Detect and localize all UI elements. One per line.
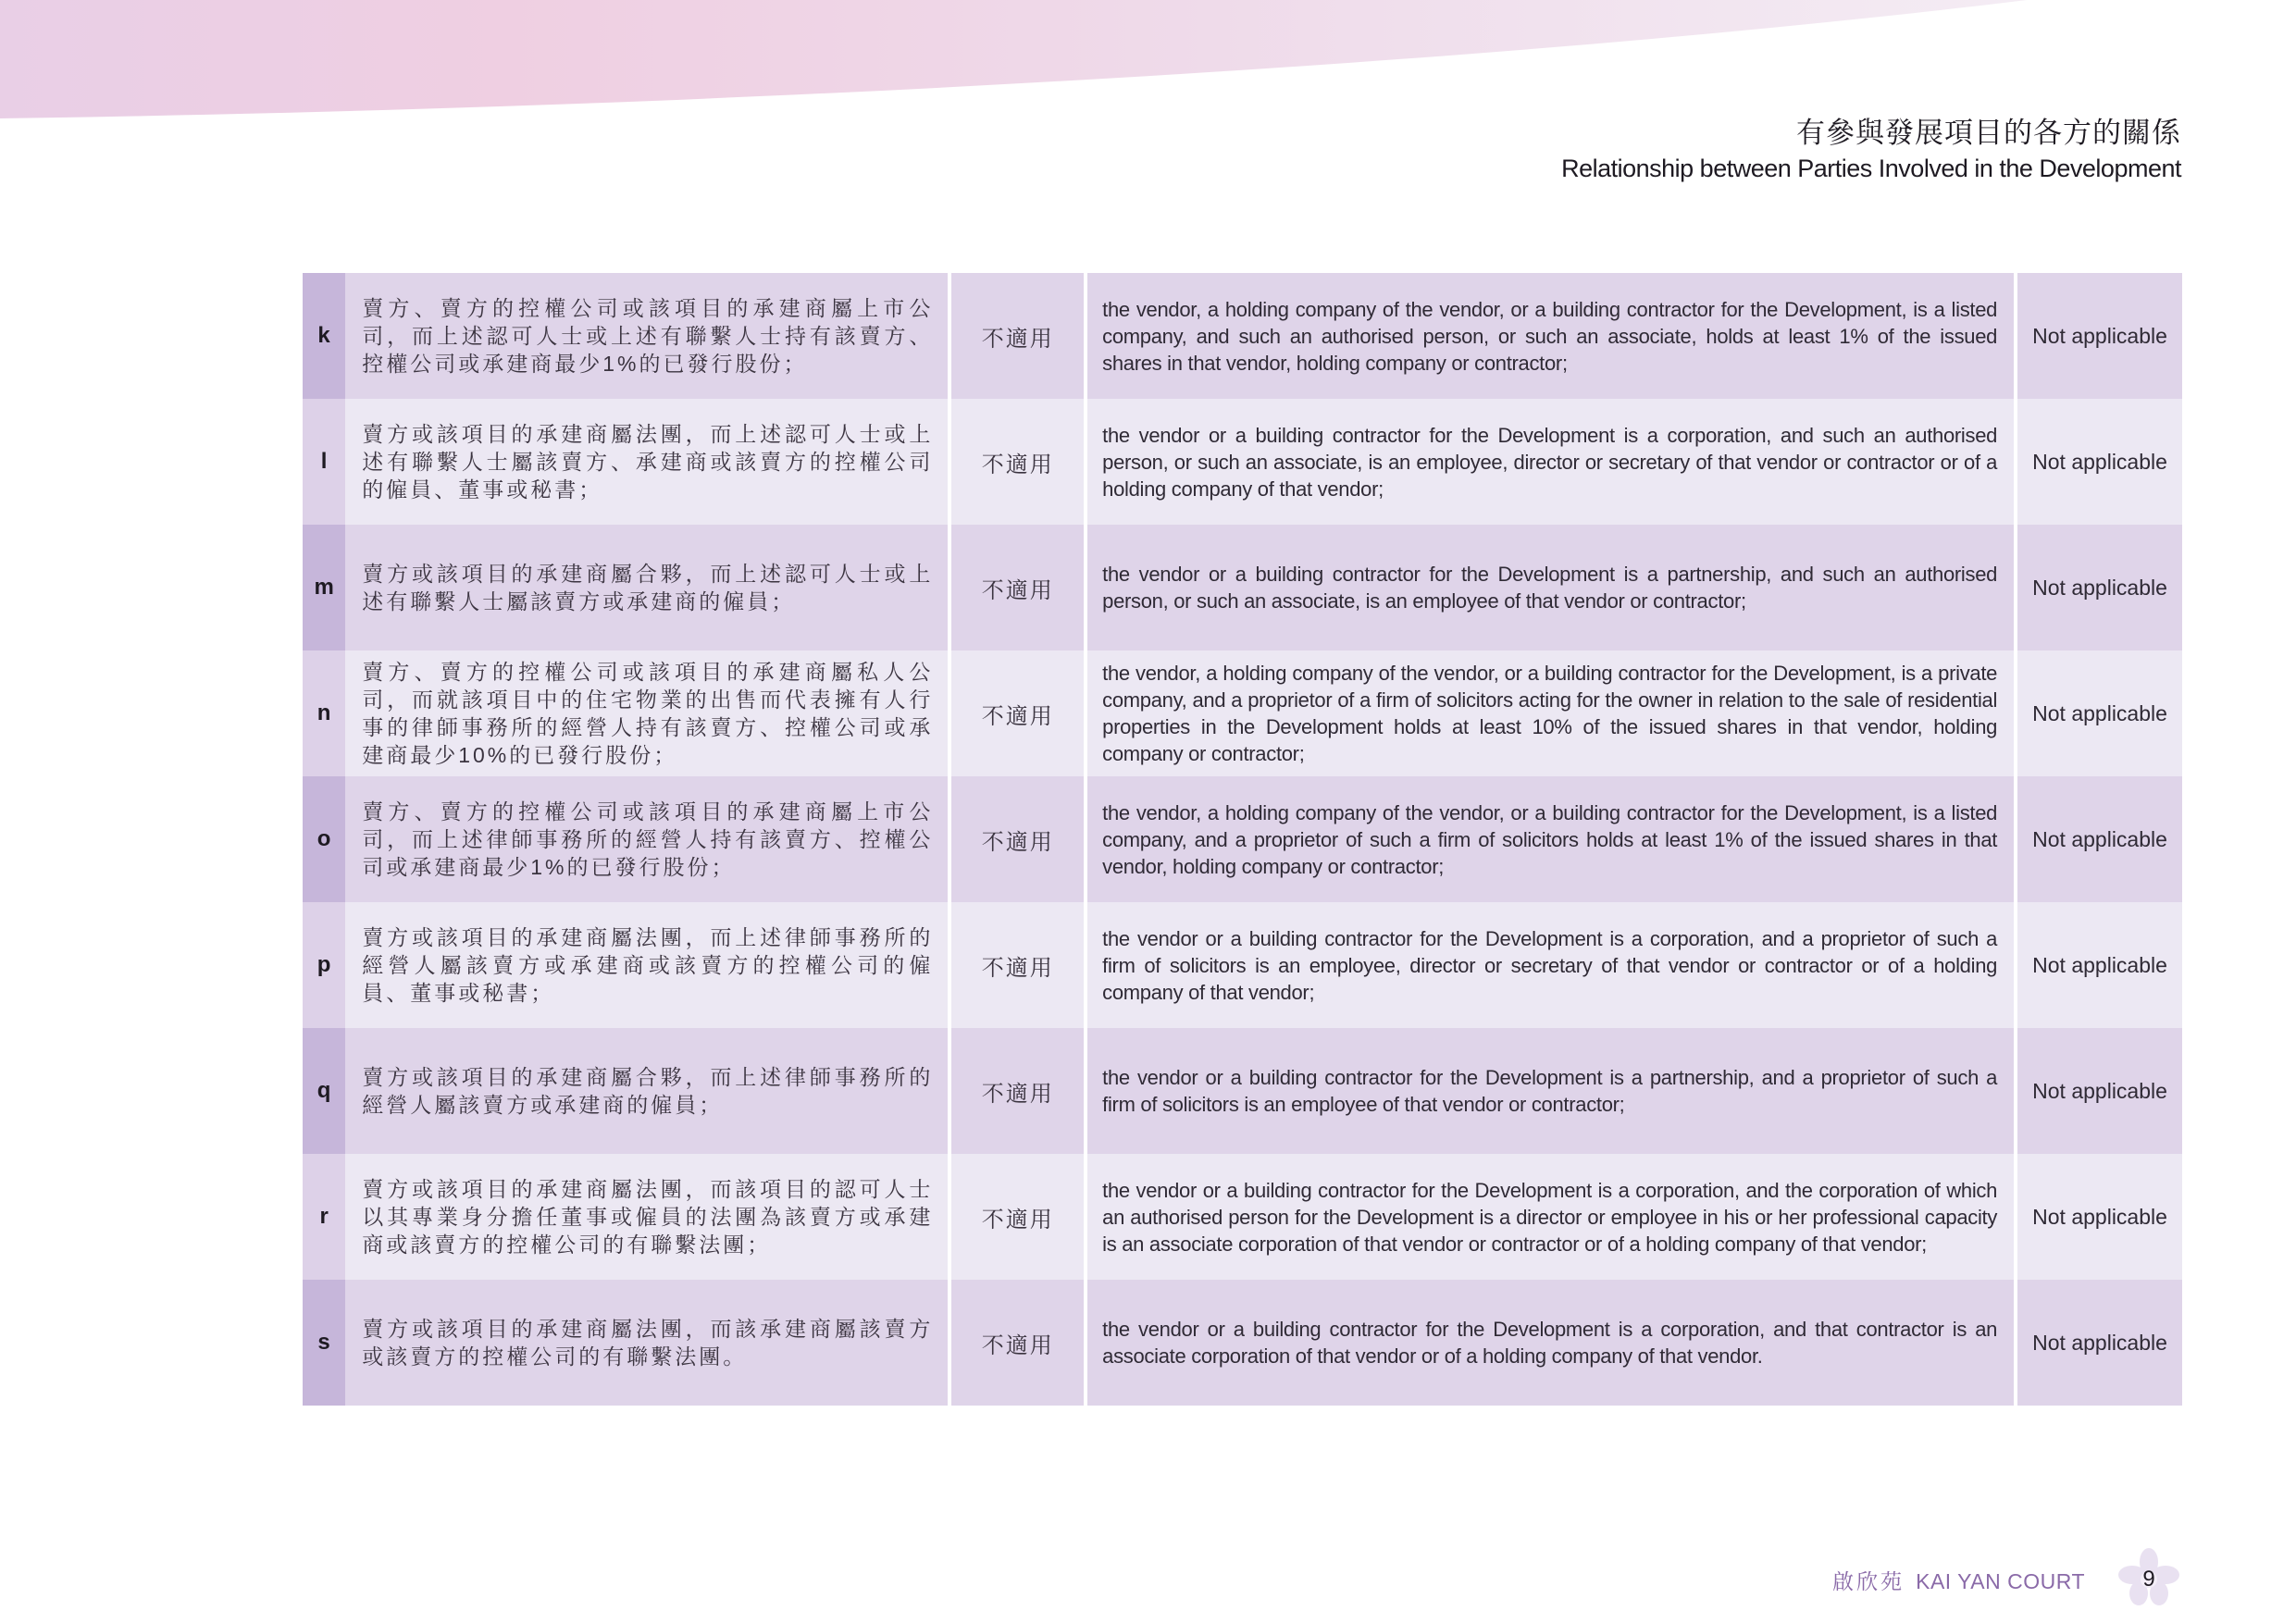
row-letter: q [303,1028,345,1154]
table-row [303,902,2182,1028]
row-letter: k [303,273,345,399]
row-description-zh: 賣方或該項目的承建商屬法團，而上述律師事務所的經營人屬該賣方或承建商或該賣方的控權公司的僱員、董事或秘書； [345,902,949,1028]
row-status-en: Not applicable [2016,1280,2182,1406]
decorative-banner [0,0,2296,130]
table-row [303,399,2182,525]
row-status-en: Not applicable [2016,902,2182,1028]
development-name-zh: 啟欣苑 [1832,1568,1905,1593]
row-status-en: Not applicable [2016,1028,2182,1154]
row-status-en: Not applicable [2016,273,2182,399]
page-number: 9 [2142,1567,2155,1592]
row-description-en: the vendor, a holding company of the vendor, or a building contractor for the Development, is a listed company, and a proprietor of such a firm of solicitors holds at least 1% of the issued shares in that vendor, holding company or contractor; [1086,776,2016,902]
row-description-zh: 賣方、賣方的控權公司或該項目的承建商屬上市公司，而上述律師事務所的經營人持有該賣方、控權公司或承建商最少1%的已發行股份； [345,776,949,902]
row-description-en: the vendor, a holding company of the vendor, or a building contractor for the Development, is a private company, and a proprietor of a firm of solicitors acting for the owner in relation to the sale of residential properties in the Development holds at least 10% of the issued shares in that vendor, holding company or contractor; [1086,650,2016,776]
row-status-zh: 不適用 [949,399,1086,525]
row-letter: n [303,650,345,776]
page-title-zh: 有參與發展項目的各方的關係 [1796,117,2181,149]
table-row [303,650,2182,776]
table-row [303,273,2182,399]
row-description-en: the vendor, a holding company of the vendor, or a building contractor for the Development, is a listed company, and such an authorised person, or such an associate, holds at least 1% of the issued shares in that vendor, holding company or contractor; [1086,273,2016,399]
row-description-zh: 賣方或該項目的承建商屬合夥，而上述律師事務所的經營人屬該賣方或承建商的僱員； [345,1028,949,1154]
row-status-zh: 不適用 [949,1154,1086,1280]
row-status-en: Not applicable [2016,525,2182,650]
row-status-zh: 不適用 [949,1028,1086,1154]
row-description-zh: 賣方或該項目的承建商屬法團，而該項目的認可人士以其專業身分擔任董事或僱員的法團為該賣方或承建商或該賣方的控權公司的有聯繫法團； [345,1154,949,1280]
row-description-en: the vendor or a building contractor for the Development is a corporation, and such an authorised person, or such an associate, is an employee, director or secretary of that vendor or contractor or of a holding company of that vendor; [1086,399,2016,525]
row-letter: m [303,525,345,650]
row-letter: l [303,399,345,525]
row-status-zh: 不適用 [949,1280,1086,1406]
row-status-en: Not applicable [2016,650,2182,776]
table-row [303,1154,2182,1280]
table-row [303,1028,2182,1154]
row-status-zh: 不適用 [949,776,1086,902]
row-status-zh: 不適用 [949,902,1086,1028]
page-heading [1561,115,2181,185]
table-row [303,1280,2182,1406]
row-description-zh: 賣方或該項目的承建商屬法團，而上述認可人士或上述有聯繫人士屬該賣方、承建商或該賣方的控權公司的僱員、董事或秘書； [345,399,949,525]
development-name-en: KAI YAN COURT [1916,1568,2085,1593]
row-status-zh: 不適用 [949,525,1086,650]
row-letter: o [303,776,345,902]
row-letter: s [303,1280,345,1406]
row-description-zh: 賣方、賣方的控權公司或該項目的承建商屬上市公司，而上述認可人士或上述有聯繫人士持有該賣方、控權公司或承建商最少1%的已發行股份； [345,273,949,399]
row-description-en: the vendor or a building contractor for the Development is a corporation, and that contractor is an associate corporation of that vendor or of a holding company of that vendor. [1086,1280,2016,1406]
relationship-table [303,273,2182,1406]
row-description-en: the vendor or a building contractor for the Development is a partnership, and a proprietor of such a firm of solicitors is an employee of that vendor or contractor; [1086,1028,2016,1154]
page-footer [1832,1547,2181,1612]
row-description-zh: 賣方或該項目的承建商屬合夥，而上述認可人士或上述有聯繫人士屬該賣方或承建商的僱員； [345,525,949,650]
page-title-en: Relationship between Parties Involved in the Development [1561,155,2181,182]
page-number-badge [2116,1547,2181,1612]
row-status-zh: 不適用 [949,650,1086,776]
row-description-en: the vendor or a building contractor for the Development is a partnership, and such an authorised person, or such an associate, is an employee of that vendor or contractor; [1086,525,2016,650]
row-description-zh: 賣方或該項目的承建商屬法團，而該承建商屬該賣方或該賣方的控權公司的有聯繫法團。 [345,1280,949,1406]
row-status-zh: 不適用 [949,273,1086,399]
row-description-en: the vendor or a building contractor for the Development is a corporation, and a proprietor of such a firm of solicitors is an employee, director or secretary of that vendor or contractor or of a holding company of that vendor; [1086,902,2016,1028]
row-description-zh: 賣方、賣方的控權公司或該項目的承建商屬私人公司，而就該項目中的住宅物業的出售而代表擁有人行事的律師事務所的經營人持有該賣方、控權公司或承建商最少10%的已發行股份； [345,650,949,776]
row-status-en: Not applicable [2016,399,2182,525]
table-row [303,525,2182,650]
row-status-en: Not applicable [2016,1154,2182,1280]
development-name [1832,1565,2085,1595]
table-row [303,776,2182,902]
row-letter: p [303,902,345,1028]
row-description-en: the vendor or a building contractor for the Development is a corporation, and the corporation of which an authorised person for the Development is a director or employee in his or her professional capacity is an associate corporation of that vendor or contractor or of a holding company of that vendor; [1086,1154,2016,1280]
row-status-en: Not applicable [2016,776,2182,902]
row-letter: r [303,1154,345,1280]
